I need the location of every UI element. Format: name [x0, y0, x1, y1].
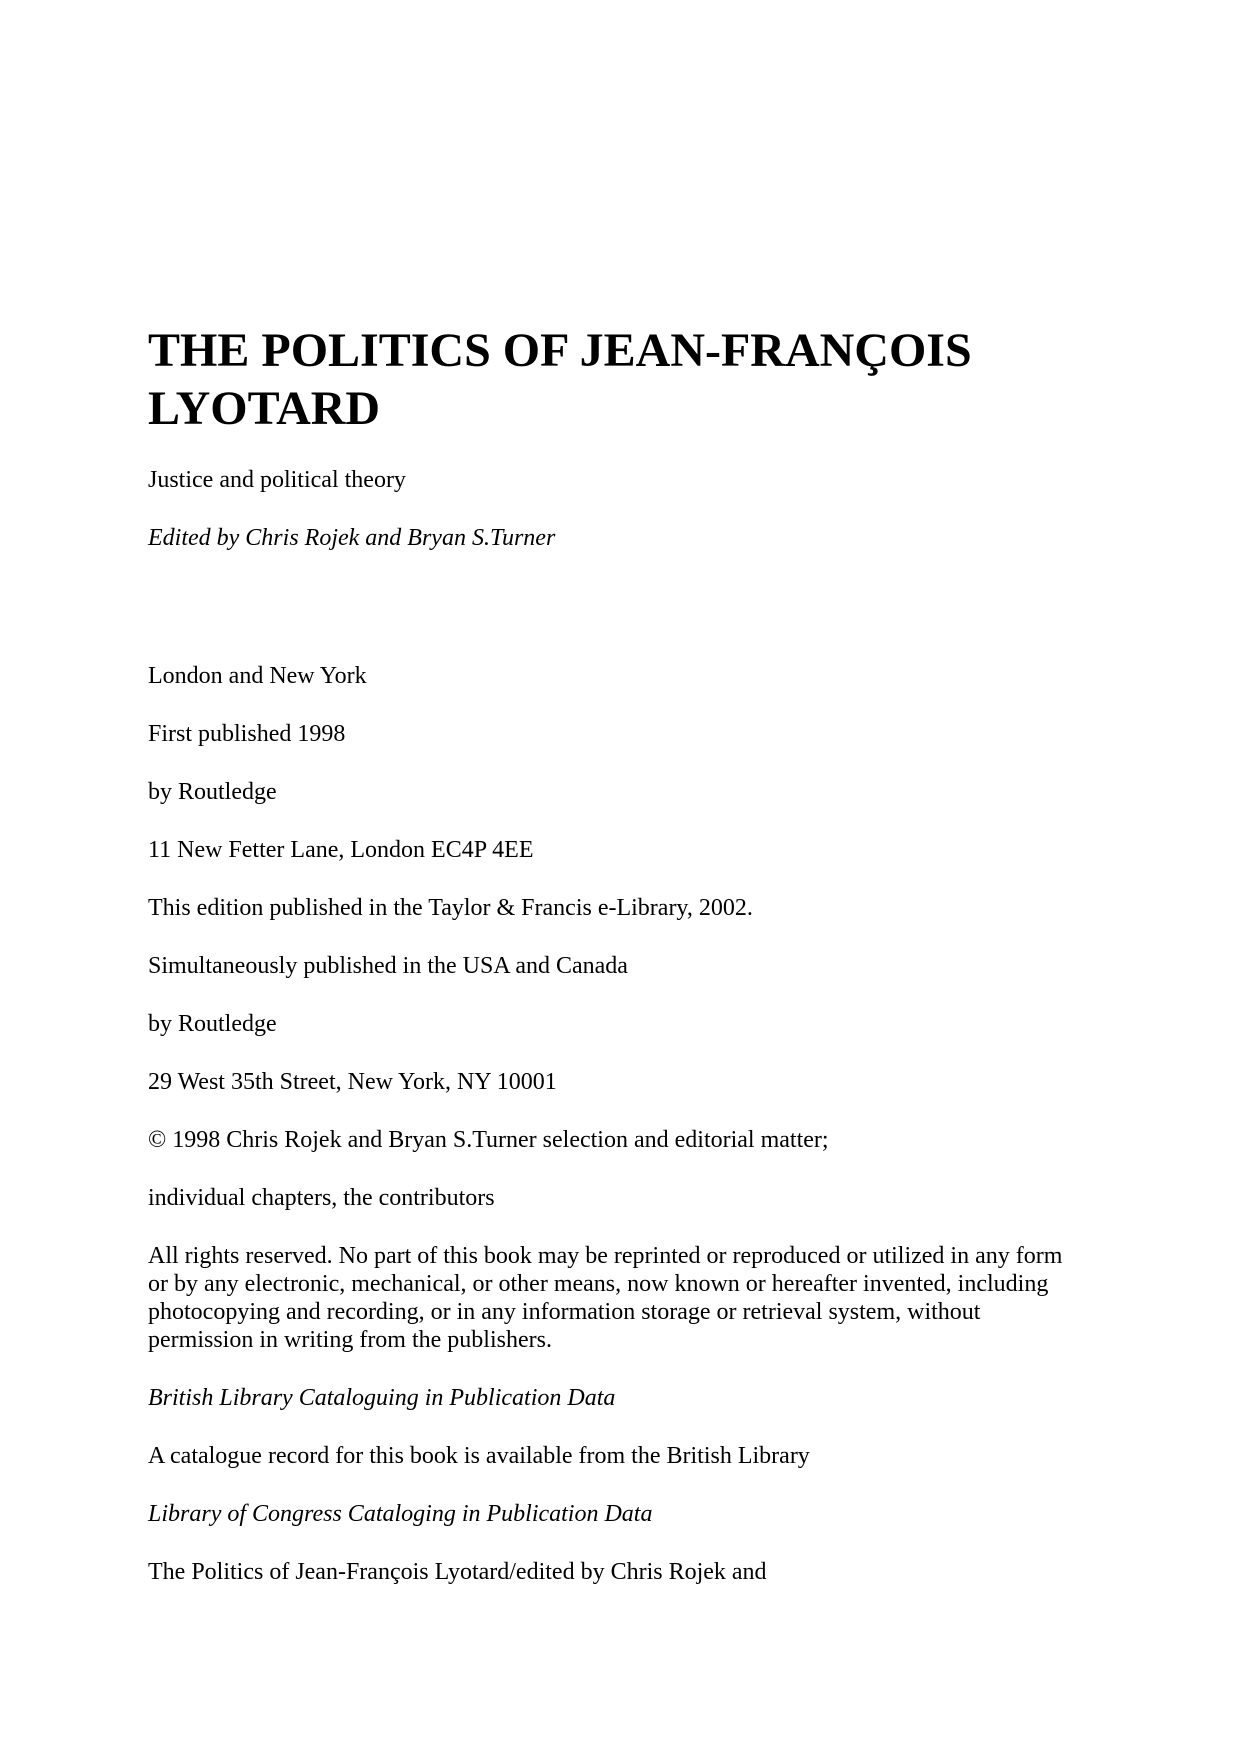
address-uk: 11 New Fetter Lane, London EC4P 4EE	[148, 837, 534, 863]
bl-cataloguing-heading: British Library Cataloguing in Publication Data	[148, 1385, 616, 1411]
loc-cataloging-heading: Library of Congress Cataloging in Publication Data	[148, 1501, 653, 1527]
copyright-line-1: © 1998 Chris Rojek and Bryan S.Turner selection and editorial matter;	[148, 1127, 829, 1153]
first-published: First published 1998	[148, 721, 346, 747]
book-title-line-1: THE POLITICS OF JEAN-FRANÇOIS	[148, 324, 972, 377]
book-title	[148, 322, 1068, 438]
book-title-line-2: LYOTARD	[148, 382, 381, 435]
book-editors: Edited by Chris Rojek and Bryan S.Turner	[148, 525, 556, 551]
rights-statement: All rights reserved. No part of this book may be reprinted or reproduced or utilized in any form or by any electronic, mechanical, or other means, now known or hereafter invented, including photocopying and recording, or in any information storage or retrieval system, without permission in writing from the publishers.	[148, 1243, 1063, 1353]
ebook-edition: This edition published in the Taylor & Francis e-Library, 2002.	[148, 895, 753, 921]
loc-cataloging-text: The Politics of Jean-François Lyotard/edited by Chris Rojek and	[148, 1559, 767, 1585]
copyright-line-2: individual chapters, the contributors	[148, 1185, 495, 1211]
publisher-us: by Routledge	[148, 1011, 277, 1037]
bl-cataloguing-text: A catalogue record for this book is available from the British Library	[148, 1443, 810, 1469]
title-page	[148, 322, 1068, 1616]
address-us: 29 West 35th Street, New York, NY 10001	[148, 1069, 557, 1095]
simultaneous-publication: Simultaneously published in the USA and Canada	[148, 953, 628, 979]
publication-places: London and New York	[148, 663, 367, 689]
publisher-uk: by Routledge	[148, 779, 277, 805]
book-subtitle: Justice and political theory	[148, 467, 406, 493]
